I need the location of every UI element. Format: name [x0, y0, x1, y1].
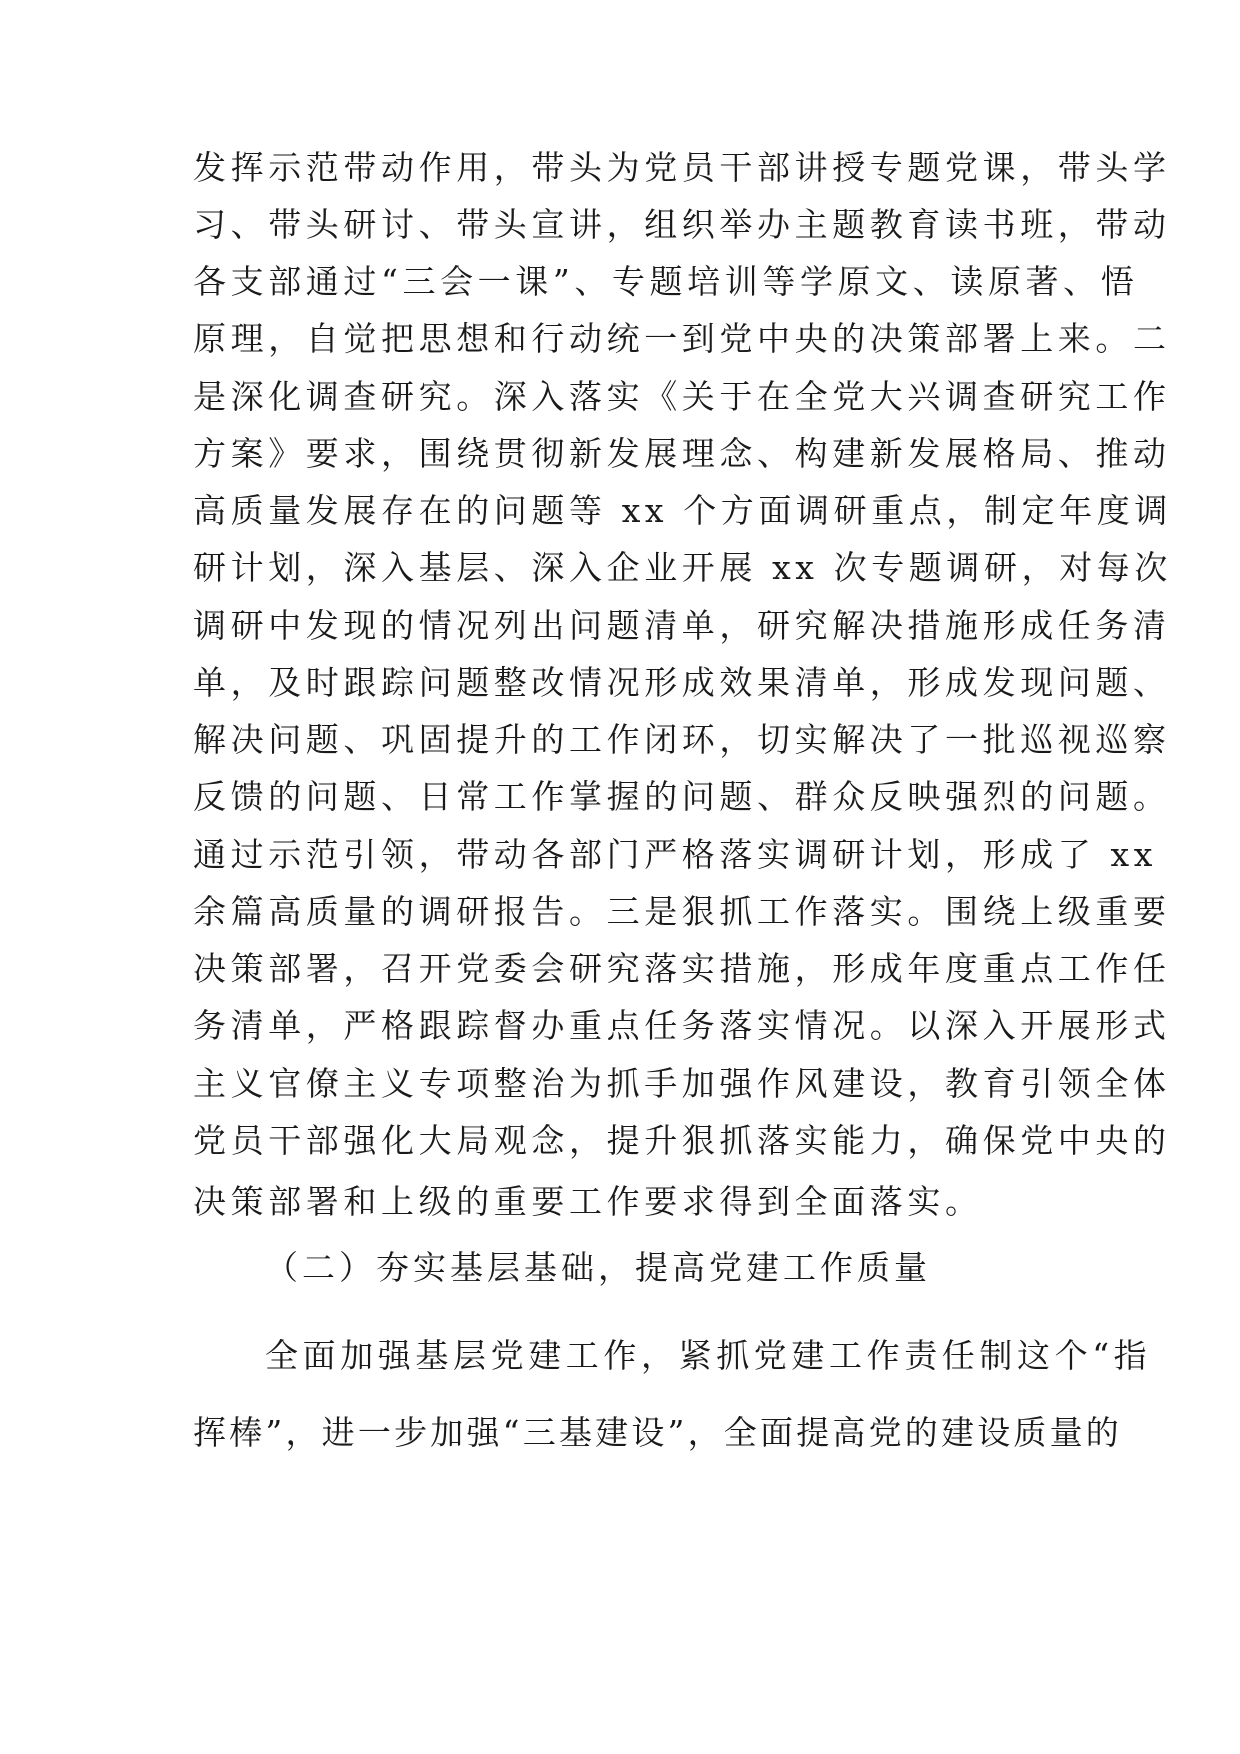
body-line: 反馈的问题、日常工作掌握的问题、群众反映强烈的问题。	[193, 777, 1171, 816]
body-line: 通过示范引领，带动各部门严格落实调研计划，形成了 xx	[193, 835, 1157, 874]
body-line: 各支部通过“三会一课”、专题培训等学原文、读原著、悟	[193, 262, 1139, 301]
body-line: 主义官僚主义专项整治为抓手加强作风建设，教育引领全体	[193, 1064, 1171, 1103]
body-line: 党员干部强化大局观念，提升狠抓落实能力，确保党中央的	[193, 1121, 1171, 1160]
body-line: 单，及时跟踪问题整改情况形成效果清单，形成发现问题、	[193, 663, 1171, 702]
body-line: 原理，自觉把思想和行动统一到党中央的决策部署上来。二	[193, 319, 1171, 358]
body-line: 方案》要求，围绕贯彻新发展理念、构建新发展格局、推动	[193, 434, 1171, 473]
body-line: 务清单，严格跟踪督办重点任务落实情况。以深入开展形式	[193, 1006, 1171, 1045]
paragraph-first-line: 全面加强基层党建工作，紧抓党建工作责任制这个“指	[265, 1336, 1152, 1375]
body-line: 调研中发现的情况列出问题清单，研究解决措施形成任务清	[193, 606, 1171, 645]
body-line: 解决问题、巩固提升的工作闭环，切实解决了一批巡视巡察	[193, 720, 1171, 759]
body-line: 是深化调查研究。深入落实《关于在全党大兴调查研究工作	[193, 377, 1171, 416]
body-line: 习、带头研讨、带头宣讲，组织举办主题教育读书班，带动	[193, 205, 1171, 244]
body-line: 决策部署和上级的重要工作要求得到全面落实。	[193, 1182, 983, 1221]
body-line: 研计划，深入基层、深入企业开展 xx 次专题调研，对每次	[193, 548, 1173, 587]
section-heading: （二）夯实基层基础，提高党建工作质量	[265, 1248, 931, 1287]
body-line: 发挥示范带动作用，带头为党员干部讲授专题党课，带头学	[193, 148, 1171, 187]
body-line: 余篇高质量的调研报告。三是狠抓工作落实。围绕上级重要	[193, 892, 1171, 931]
body-line: 高质量发展存在的问题等 xx 个方面调研重点，制定年度调	[193, 491, 1173, 530]
body-line: 挥棒”，进一步加强“三基建设”，全面提高党的建设质量的	[193, 1413, 1123, 1452]
body-line: 决策部署，召开党委会研究落实措施，形成年度重点工作任	[193, 949, 1171, 988]
